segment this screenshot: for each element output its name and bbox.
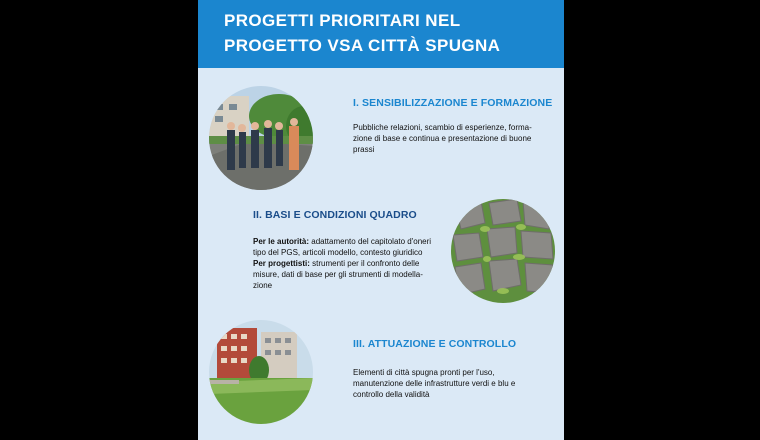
page-title-line1: PROGETTI PRIORITARI NEL bbox=[224, 11, 461, 30]
section2-line bbox=[253, 258, 453, 269]
section2-text-span: strumenti per il confronto delle bbox=[309, 259, 420, 268]
section1-title: I. SENSIBILIZZAZIONE E FORMAZIONE bbox=[353, 97, 553, 109]
header-banner bbox=[198, 0, 564, 68]
section3-line: Elementi di città spugna pronti per l'uso, bbox=[353, 368, 495, 377]
section2-line: tipo del PGS, articoli modello, contesto giuridico bbox=[253, 248, 423, 257]
section1-text bbox=[353, 122, 553, 155]
page-title-line2: PROGETTO VSA CITTÀ SPUGNA bbox=[224, 36, 501, 55]
section2-title: II. BASI E CONDIZIONI QUADRO bbox=[253, 209, 417, 221]
section1-line: prassi bbox=[353, 145, 375, 154]
authorities-label: Per le autorità: bbox=[253, 237, 310, 246]
section1-photo bbox=[209, 86, 313, 190]
designers-label: Per progettisti: bbox=[253, 259, 310, 268]
section2-photo bbox=[451, 199, 555, 303]
section1-line: Pubbliche relazioni, scambio di esperienze, forma- bbox=[353, 123, 532, 132]
section2-text-span: adattamento del capitolato d'oneri bbox=[309, 237, 432, 246]
section2-line: zione bbox=[253, 281, 273, 290]
section1-line: zione di base e continua e presentazione di buone bbox=[353, 134, 532, 143]
section2-line: misure, dati di base per gli strumenti di modella- bbox=[253, 270, 423, 279]
section3-line: controllo della validità bbox=[353, 390, 430, 399]
section2-text bbox=[253, 236, 453, 291]
section2-line bbox=[253, 236, 453, 247]
section3-title: III. ATTUAZIONE E CONTROLLO bbox=[353, 338, 517, 350]
section3-photo bbox=[209, 320, 313, 424]
section3-line: manutenzione delle infrastrutture verdi e blu e bbox=[353, 379, 516, 388]
section3-text bbox=[353, 367, 553, 400]
